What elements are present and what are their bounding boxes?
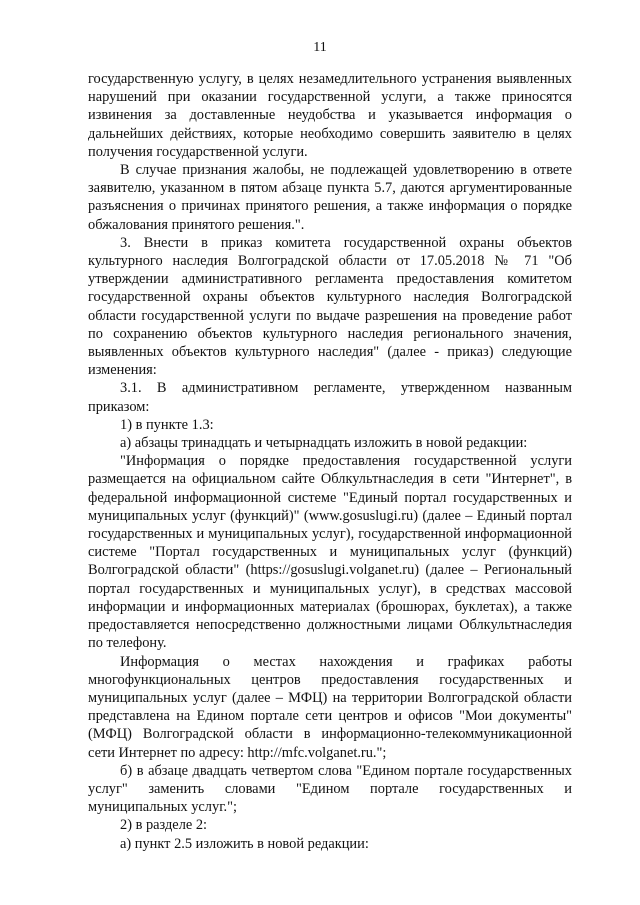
page-number: 11 [313, 40, 327, 55]
paragraph: а) пункт 2.5 изложить в новой редакции: [120, 835, 369, 852]
paragraph: б) в абзаце двадцать четвертом слова "Едином портале государственных услуг" заменить словами "Едином портале государственных и муниципальных услуг."; [88, 762, 572, 816]
paragraph: государственную услугу, в целях незамедлительного устранения выявленных нарушений при оказании государственной услуги, а также приносятся извинения за доставленные неудобства и указывается информация о дальнейших действиях, которые необходимо совершить заявителю в целях получения государственной услуги. [88, 71, 572, 160]
paragraph: "Информация о порядке предоставления государственной услуги размещается на официальном сайте Облкультнаследия в сети "Интернет", в федеральной информационной системе "Единый портал государственных и муниципальных услуг (функций)" (www.gosuslugi.ru) (далее – Единый портал государственных и муниципальных услуг), государственной информационной системе "Портал государственных и муниципальных услуг (функций) Волгоградской области" (https://gosuslugi.volganet.ru) (далее – Региональный портал государственных и муниципальных услуг), в средствах массовой информации и информационных материалах (брошюрах, буклетах), а также предоставляется непосредственно должностными лицами Облкультнаследия по телефону. [88, 453, 572, 652]
document-body [88, 70, 572, 853]
paragraph: 3. Внести в приказ комитета государственной охраны объектов культурного наследия Волгоградской области от 17.05.2018 № 71 "Об утверждении административного регламента предоставления комитетом государственной охраны объектов культурного наследия Волгоградской области государственной услуги по выдаче разрешения на проведение работ по сохранению объектов культурного наследия регионального значения, выявленных объектов культурного наследия" (далее - приказ) следующие изменения: [88, 234, 572, 379]
paragraph: 1) в пункте 1.3: [120, 416, 214, 433]
paragraph: 2) в разделе 2: [120, 817, 208, 834]
paragraph: Информация о местах нахождения и графиках работы многофункциональных центров предоставления государственных и муниципальных услуг (далее – МФЦ) на территории Волгоградской области представлена на Едином портале сети центров и офисов "Мои документы" (МФЦ) Волгоградской области в информационно-телекоммуникационной сети Интернет по адресу: http://mfc.volganet.ru."; [88, 653, 572, 761]
paragraph: В случае признания жалобы, не подлежащей удовлетворению в ответе заявителю, указанном в пятом абзаце пункта 5.7, даются аргументированные разъяснения о причинах принятого решения, а также информация о порядке обжалования принятого решения.". [88, 162, 572, 233]
paragraph: 3.1. В административном регламенте, утвержденном названным приказом: [88, 380, 572, 415]
paragraph: а) абзацы тринадцать и четырнадцать изложить в новой редакции: [120, 435, 528, 452]
